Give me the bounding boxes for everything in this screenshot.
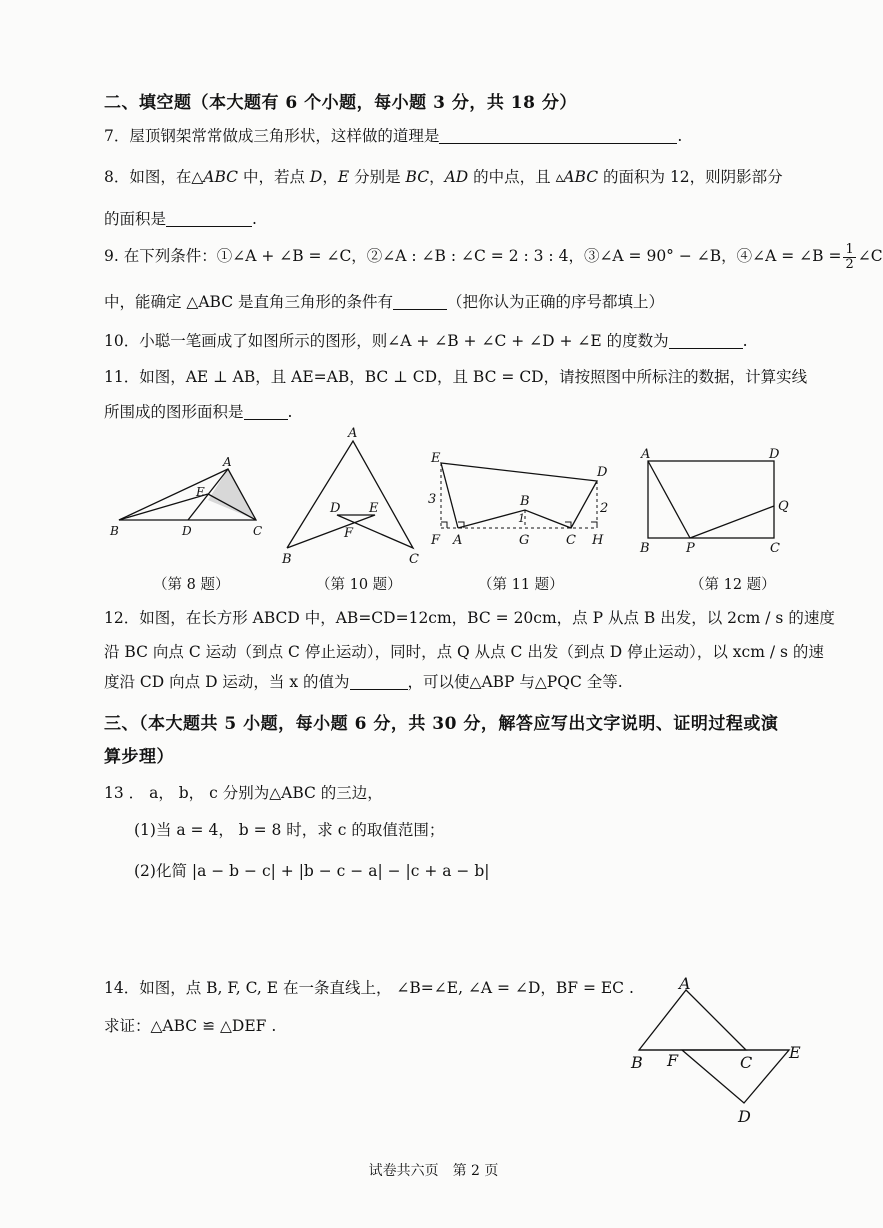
fig14-label-f: F [667,1051,679,1070]
q12-text-a: 12．如图，在长方形 ABCD 中，AB=CD=12cm，BC = 20cm，点 P 从点 B 出发，以 2cm / s 的速度 [104,609,835,627]
section-3-heading-line-2: 算步理） [104,747,174,767]
fig10-label-e: E [369,501,379,516]
q9-frac-num: 1 [845,242,854,257]
q8-comma-2: ， [429,168,445,186]
q12-answer-blank[interactable] [350,674,408,691]
fig10-label-d: D [330,501,341,516]
fig11-label-1: 1 [518,512,525,525]
q9-text-a: 9. 在下列条件：①∠A + ∠B = ∠C，②∠A : ∠B : ∠C = 2 : 3 : 4，③∠A = 90° − ∠B，④∠A = ∠B = [104,247,842,266]
fig8-label-b: B [110,524,119,538]
fig11-label-2: 2 [600,501,609,516]
fig12-label-b: B [640,541,650,556]
q10-end: . [742,332,748,350]
fig8-label-a: A [223,455,232,469]
question-14: 14．如图，点 B, F, C, E 在一条直线上， ∠B=∠E, ∠A = ∠D，BF = EC . [104,979,634,997]
fig8-label-c: C [253,524,263,538]
q9-text-b: ∠C [857,247,883,266]
fig11-label-f: F [431,533,441,548]
fig11-label-g: G [519,533,530,548]
fig8-segment-be [119,494,208,520]
fig14-triangle-abc [639,990,746,1050]
fig12-segment-ap [648,461,690,538]
fig12-label-q: Q [778,499,789,514]
fig12-caption: （第 12 题） [690,577,776,593]
question-14-prove: 求证：△ABC ≌ △DEF . [104,1017,277,1035]
fig12-label-d: D [769,447,780,462]
fig12-label-a: A [641,447,651,462]
q9-text-c: 中，能确定 △ABC 是直角三角形的条件有 [104,293,394,311]
question-12-line-2 [104,640,824,662]
fig10-label-c: C [409,552,419,567]
fig12-label-c: C [770,541,780,556]
fig14-label-e: E [789,1043,801,1062]
fig11-caption: （第 11 题） [478,577,564,593]
q8-abc-2: ABC [563,168,599,186]
fig11-label-a: A [453,533,463,548]
q9-frac-den: 2 [845,256,854,272]
q8-comma: ， [322,168,338,186]
figures-row [0,0,867,600]
fig14-label-a: A [679,974,691,993]
figure-8 [119,469,256,520]
section-3-heading-line-1: 三、（本大题共 5 小题，每小题 6 分，共 30 分，解答应写出文字说明、证明过程或演 [104,714,779,734]
question-13: 13 ． a， b， c 分别为△ABC 的三边， [104,784,383,802]
q11-end: . [287,403,293,421]
fig11-label-3: 3 [428,492,437,507]
fig14-label-d: D [738,1107,751,1126]
q8-bc: BC [405,168,430,186]
q8-text-d: 的中点，且 ▵ [468,168,564,186]
q8-text-c: 分别是 [349,168,406,186]
fig12-rectangle [648,461,774,538]
figure-12 [648,461,774,538]
figure-14 [620,970,820,1130]
q8-ad: AD [444,168,469,186]
q7-end: . [677,127,683,145]
q7-text: 7．屋顶钢架常常做成三角形状，这样做的道理是 [104,127,440,145]
q9-text-d: （把你认为正确的序号都填上） [447,293,665,311]
fig10-caption: （第 10 题） [316,577,402,593]
q8-e: E [337,168,350,186]
question-12-line-1 [104,606,835,628]
section-2-heading: 二、填空题（本大题有 6 个小题，每小题 3 分，共 18 分） [104,93,577,113]
fig11-label-b: B [520,494,530,509]
fig11-label-e: E [431,451,441,466]
fig11-label-d: D [597,465,608,480]
q11-text-b: 所围成的图形面积是 [104,403,244,421]
q13-part-2: (2)化简 |a − b − c| + |b − c − a| − |c + a − b| [134,862,490,880]
question-12-line-3 [104,670,801,692]
q12-text-d: ，可以使△ABP 与△PQC 全等. [407,673,623,691]
fig12-segment-pq [690,506,774,538]
fig10-label-b: B [282,552,292,567]
q8-text-e: 的面积为 12，则阴影部分 [598,168,783,186]
page-footer: 试卷共六页 第 2 页 [368,1163,499,1179]
q12-text-b: 沿 BC 向点 C 运动（到点 C 停止运动），同时，点 Q 从点 C 出发（到点 D 停止运动），以 xcm / s 的速 [104,643,824,661]
fig12-label-p: P [686,541,695,556]
q8-d: D [309,168,323,186]
q11-text-a: 11．如图，AE ⊥ AB，且 AE=AB，BC ⊥ CD，且 BC = CD，请按照图中所标注的数据，计算实线 [104,368,808,386]
fig10-label-f: F [344,526,354,541]
fig10-label-a: A [348,426,358,441]
fig11-label-c: C [566,533,576,548]
q10-text: 10．小聪一笔画成了如图所示的图形，则∠A + ∠B + ∠C + ∠D + ∠E 的度数为 [104,332,669,350]
fig14-label-b: B [631,1053,643,1072]
fig14-triangle-def [682,1050,789,1103]
q8-abc: ABC [203,168,239,186]
fig8-label-d: D [182,524,192,538]
q8-text-b: 中，若点 [238,168,310,186]
q13-part-1: (1)当 a = 4， b = 8 时，求 c 的取值范围； [134,821,445,839]
q8-text-a: 8．如图，在△ [104,168,204,186]
fig8-caption: （第 8 题） [153,577,230,593]
fig14-label-c: C [740,1053,753,1072]
fig11-label-h: H [592,533,604,548]
q8-end: . [252,210,257,228]
q8-text-f: 的面积是 [104,210,167,228]
q12-text-c: 度沿 CD 向点 D 运动，当 x 的值为 [104,673,350,691]
fig8-label-e: E [196,485,205,499]
